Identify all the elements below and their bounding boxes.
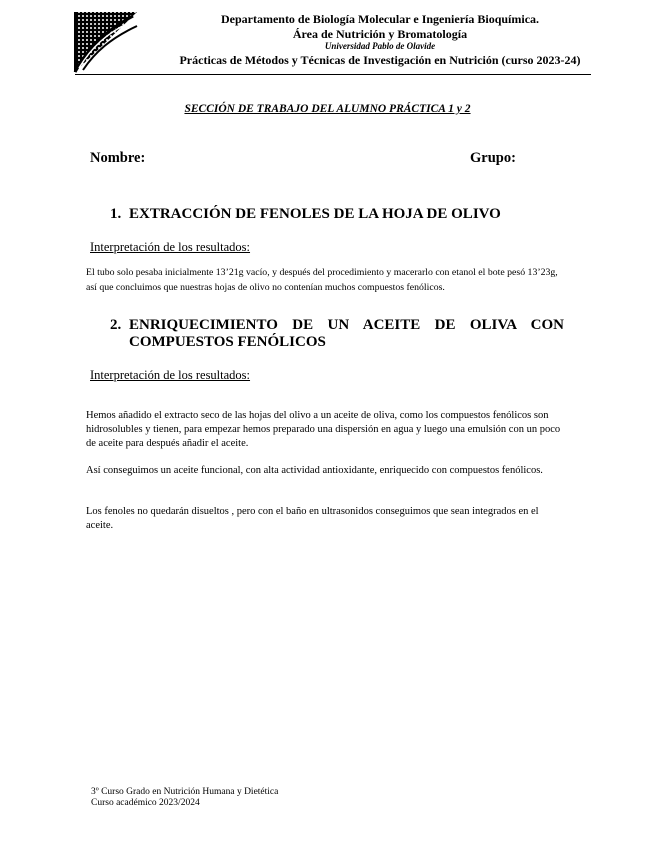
- section-2-paragraph-3: Los fenoles no quedarán disueltos , pero con el baño en ultrasonidos conseguimos que sean integrados en el aceite.: [86, 506, 539, 531]
- section-2-number: 2.: [110, 317, 122, 333]
- section-title: SECCIÓN DE TRABAJO DEL ALUMNO PRÁCTICA 1 y 2: [184, 103, 471, 115]
- section-1-paragraph: El tubo solo pesaba inicialmente 13’21g vacío, y después del procedimiento y macerarlo con etanol el bote pesó 13’23g, así que concluimos que nuestras hojas de olivo no contenían muchos compuestos fenólicos.: [86, 267, 558, 293]
- header-course: Prácticas de Métodos y Técnicas de Investigación en Nutrición (curso 2023-24): [179, 53, 581, 67]
- header-department: Departamento de Biología Molecular e Ingeniería Bioquímica.: [220, 12, 540, 26]
- section-1-interpretation-label: Interpretación de los resultados:: [90, 240, 251, 254]
- section-1-title: EXTRACCIÓN DE FENOLES DE LA HOJA DE OLIVO: [129, 206, 501, 222]
- nombre-label: Nombre:: [90, 150, 146, 166]
- section-2-heading: [110, 317, 565, 351]
- footer-year-line: Curso académico 2023/2024: [91, 798, 200, 808]
- header-university: Universidad Pablo de Olavide: [324, 41, 436, 51]
- section-2-title: ENRIQUECIMIENTO DE UN ACEITE DE OLIVA CON COMPUESTOS FENÓLICOS: [129, 317, 564, 350]
- section-2-interpretation-label: Interpretación de los resultados:: [90, 368, 251, 382]
- header-divider: [75, 74, 591, 75]
- section-2-paragraph-2: Así conseguimos un aceite funcional, con alta actividad antioxidante, enriquecido con compuestos fenólicos.: [86, 465, 543, 476]
- grupo-label: Grupo:: [470, 150, 516, 166]
- university-logo-icon: [73, 10, 139, 74]
- section-2-paragraph-1: Hemos añadido el extracto seco de las hojas del olivo a un aceite de oliva, como los compuestos fenólicos son hidrosolubles y tienen, para empezar hemos preparado una dispersión en agua y luego una emulsión con un poco de aceite para después añadir el aceite.: [86, 410, 561, 449]
- header-area: Área de Nutrición y Bromatología: [292, 27, 468, 41]
- section-1-number: 1.: [110, 206, 122, 222]
- footer-course-line: 3º Curso Grado en Nutrición Humana y Dietética: [91, 787, 279, 797]
